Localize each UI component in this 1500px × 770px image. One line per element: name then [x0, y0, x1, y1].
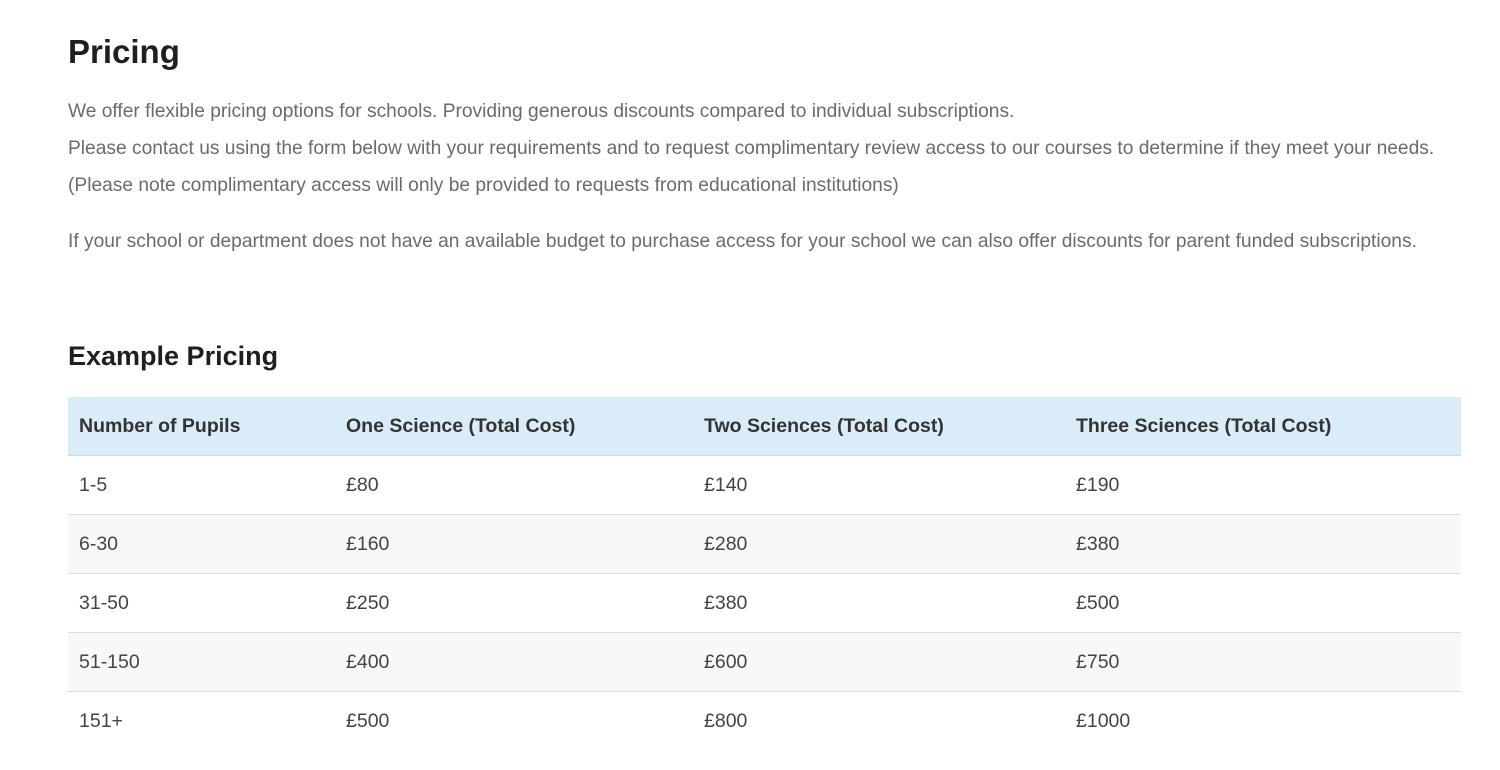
cell-three-sciences: £380: [1065, 515, 1461, 574]
cell-two-sciences: £140: [693, 456, 1065, 515]
cell-one-science: £400: [335, 633, 693, 692]
column-header-one-science: One Science (Total Cost): [335, 397, 693, 456]
budget-paragraph: [68, 223, 1461, 260]
example-pricing-title: Example Pricing: [68, 341, 279, 371]
table-row: [68, 574, 1461, 633]
cell-three-sciences: £500: [1065, 574, 1461, 633]
cell-three-sciences: £1000: [1076, 709, 1131, 732]
cell-two-sciences: £280: [693, 515, 1065, 574]
intro-line-discounts: We offer flexible pricing options for schools. Providing generous discounts compared to individual subscriptions.: [68, 101, 1015, 122]
cell-two-sciences: £600: [693, 633, 1065, 692]
cell-one-science: £160: [335, 515, 693, 574]
cell-three-sciences: £750: [1065, 633, 1461, 692]
table-row: [68, 515, 1461, 574]
pricing-table: [68, 397, 1461, 750]
cell-two-sciences: £380: [693, 574, 1065, 633]
table-header-row: [68, 397, 1461, 456]
table-row: [68, 456, 1461, 515]
budget-text: If your school or department does not have an available budget to purchase access for your school we can also offer discounts for parent funded subscriptions.: [68, 231, 1417, 252]
table-row: [68, 633, 1461, 692]
cell-pupils: 6-30: [68, 515, 335, 574]
table-row: [68, 692, 1461, 751]
cell-pupils: 31-50: [68, 574, 335, 633]
cell-two-sciences: £800: [704, 709, 748, 732]
intro-paragraph: [68, 93, 1461, 204]
cell-pupils: 151+: [79, 709, 123, 732]
cell-three-sciences: £190: [1065, 456, 1461, 515]
cell-one-science: £500: [346, 709, 390, 732]
cell-pupils: 1-5: [68, 456, 335, 515]
cell-pupils: 51-150: [68, 633, 335, 692]
column-header-pupils: Number of Pupils: [68, 397, 335, 456]
intro-line-contact: Please contact us using the form below with your requirements and to request complimentary review access to our courses to determine if they meet your needs. (Please note complimentary access will only be provided to requests from educational institutions): [68, 138, 1435, 196]
cell-one-science: £250: [335, 574, 693, 633]
column-header-three-sciences: Three Sciences (Total Cost): [1065, 397, 1461, 456]
cell-one-science: £80: [335, 456, 693, 515]
column-header-two-sciences: Two Sciences (Total Cost): [693, 397, 1065, 456]
page-title: Pricing: [68, 33, 180, 70]
